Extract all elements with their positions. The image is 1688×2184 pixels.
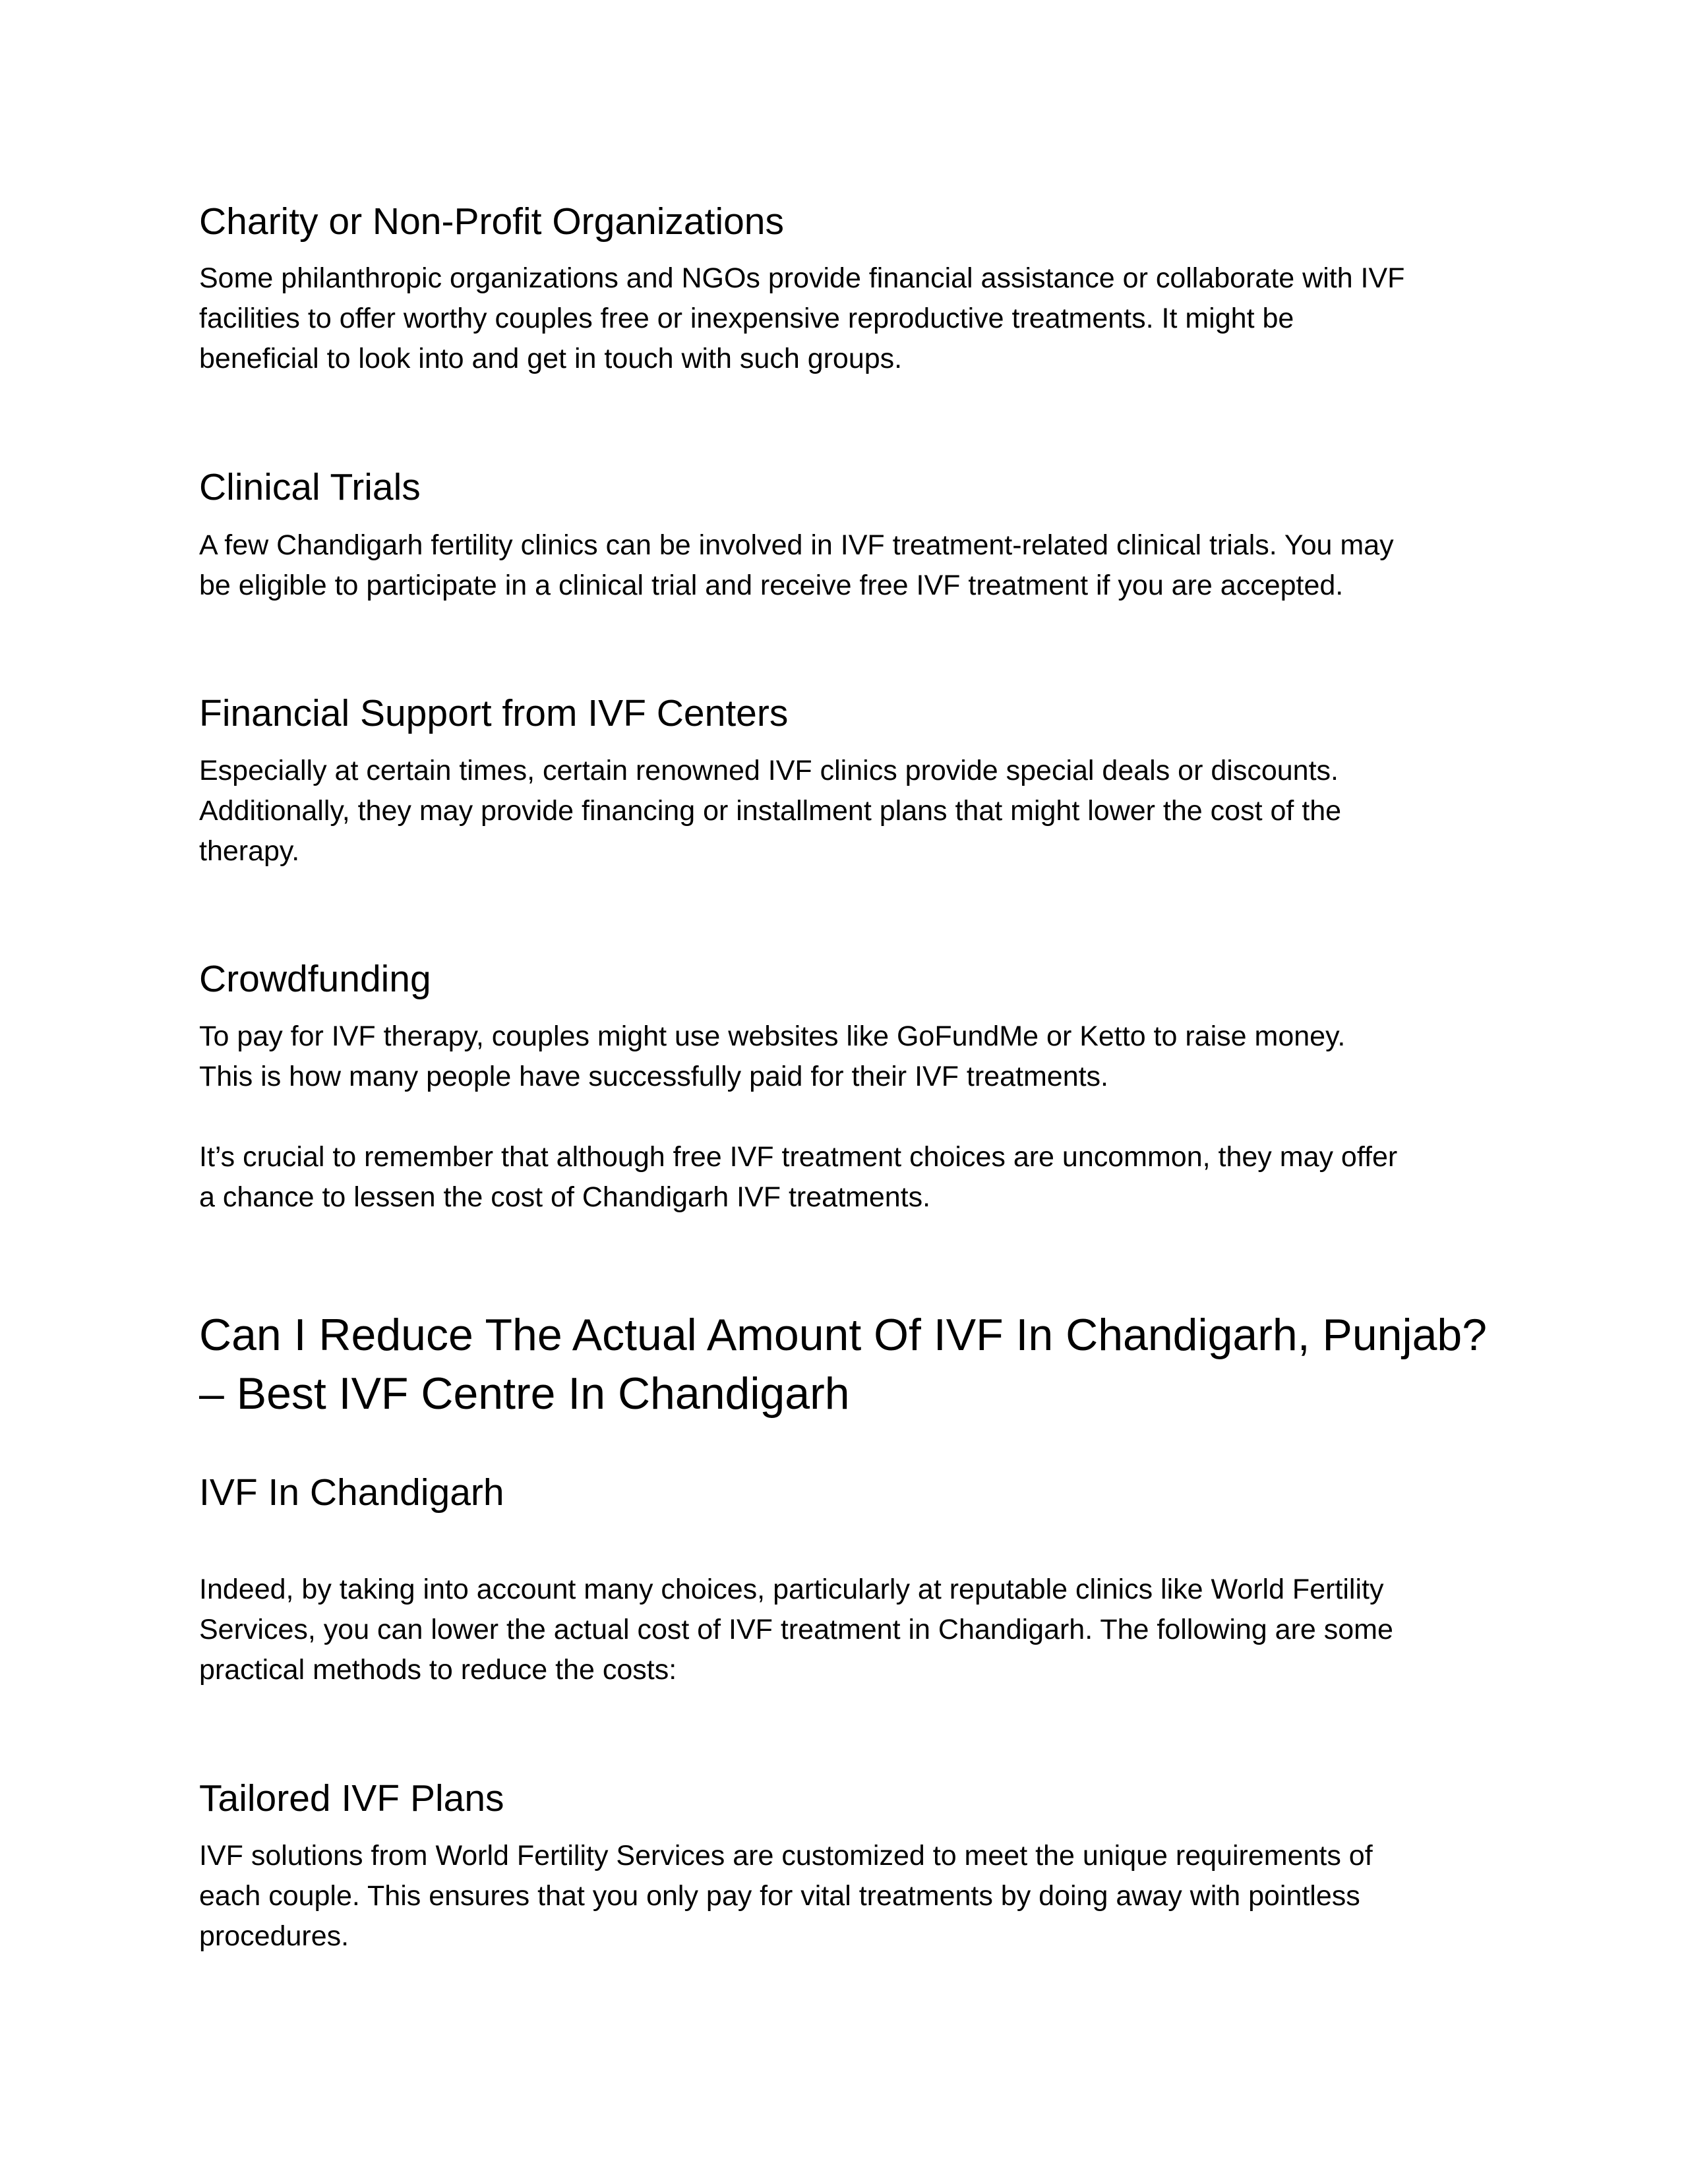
main-heading — [199, 1306, 1487, 1423]
text-line: each couple. This ensures that you only pay for vital treatments by doing away with pointless — [199, 1880, 1360, 1912]
heading-ivf-in-chandigarh: IVF In Chandigarh — [199, 1471, 504, 1514]
text-line: Indeed, by taking into account many choices, particularly at reputable clinics like World Fertility — [199, 1574, 1384, 1605]
text-line: practical methods to reduce the costs: — [199, 1654, 677, 1686]
text-line: a chance to lessen the cost of Chandigarh IVF treatments. — [199, 1181, 931, 1213]
text-line: be eligible to participate in a clinical trial and receive free IVF treatment if you are accepted. — [199, 570, 1344, 601]
text-line: Some philanthropic organizations and NGOs provide financial assistance or collaborate with IVF — [199, 262, 1405, 294]
heading-clinical-trials: Clinical Trials — [199, 466, 421, 508]
text-line: To pay for IVF therapy, couples might use websites like GoFundMe or Ketto to raise money. — [199, 1020, 1346, 1052]
text-line: A few Chandigarh fertility clinics can be involved in IVF treatment-related clinical trials. You may — [199, 529, 1394, 561]
paragraph-conclusion — [199, 1137, 1397, 1218]
main-heading-line: – Best IVF Centre In Chandigarh — [199, 1369, 850, 1419]
paragraph-clinical-trials — [199, 525, 1394, 606]
paragraph-ivf-in-chandigarh — [199, 1570, 1393, 1690]
heading-tailored-plans: Tailored IVF Plans — [199, 1777, 504, 1819]
text-line: therapy. — [199, 835, 300, 867]
heading-financial-support: Financial Support from IVF Centers — [199, 692, 789, 734]
text-line: This is how many people have successfully paid for their IVF treatments. — [199, 1061, 1109, 1092]
heading-charity: Charity or Non-Profit Organizations — [199, 200, 785, 243]
paragraph-financial-support — [199, 751, 1341, 871]
main-heading-line: Can I Reduce The Actual Amount Of IVF In Chandigarh, Punjab? — [199, 1310, 1488, 1360]
text-line: Additionally, they may provide financing or installment plans that might lower the cost of the — [199, 795, 1342, 827]
text-line: facilities to offer worthy couples free or inexpensive reproductive treatments. It might be — [199, 303, 1294, 334]
heading-crowdfunding: Crowdfunding — [199, 958, 431, 1000]
text-line: IVF solutions from World Fertility Services are customized to meet the unique requirements of — [199, 1840, 1373, 1872]
text-line: It’s crucial to remember that although free IVF treatment choices are uncommon, they may offer — [199, 1141, 1398, 1173]
paragraph-charity — [199, 258, 1404, 379]
paragraph-tailored-plans — [199, 1836, 1373, 1957]
paragraph-crowdfunding — [199, 1017, 1345, 1097]
text-line: Especially at certain times, certain renowned IVF clinics provide special deals or discounts. — [199, 755, 1339, 786]
text-line: procedures. — [199, 1920, 349, 1952]
text-line: beneficial to look into and get in touch with such groups. — [199, 343, 903, 374]
text-line: Services, you can lower the actual cost of IVF treatment in Chandigarh. The following are some — [199, 1614, 1393, 1645]
